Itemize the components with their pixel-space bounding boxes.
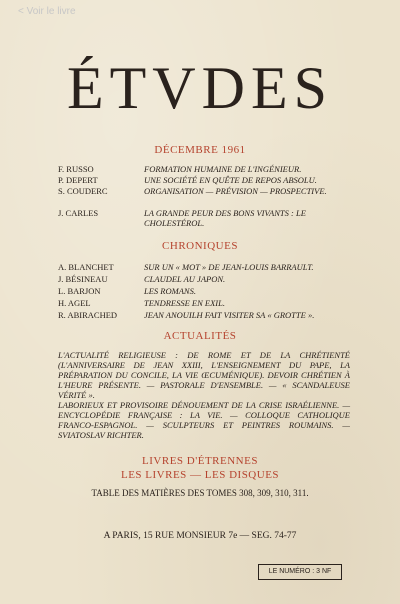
chronique-author: L. BARJON [58,286,101,296]
article-topic: ORGANISATION — PRÉVISION — PROSPECTIVE. [144,186,327,196]
chronique-topic: SUR UN « MOT » DE JEAN-LOUIS BARRAULT. [144,262,314,272]
article-topic: UNE SOCIÉTÉ EN QUÊTE DE REPOS ABSOLU. [144,175,317,185]
chronique-topic: LES ROMANS. [144,286,196,296]
journal-title: ÉTVDES [67,55,333,121]
publisher-address: A PARIS, 15 RUE MONSIEUR 7e — SEG. 74-77 [103,531,297,541]
chronique-topic: JEAN ANOUILH FAIT VISITER SA « GROTTE ». [144,310,315,320]
chronique-author: A. BLANCHET [58,262,114,272]
actualites-heading: ACTUALITÉS [163,330,237,342]
livres-disques-heading: LES LIVRES — LES DISQUES [120,469,280,481]
actualites-paragraph: L'ACTUALITÉ RELIGIEUSE : DE ROME ET DE LA CHRÉTIENTÉ (L'ANNIVERSAIRE DE JEAN XXIII, L'ENSEIGNEMENT DU PAPE, LA PRÉPARATION DU CONCILE, LA VIE ŒCUMÉNIQUE). DEVOIR CHRÉTIEN À L'HEURE PRÉSENTE. — PASTORALE D'ENSEMBLE. — « SCANDALEUSE VÉRITÉ ». [58,350,350,400]
table-of-contents-note: TABLE DES MATIÈRES DES TOMES 308, 309, 310, 311. [91,488,309,498]
article-topic: FORMATION HUMAINE DE L'INGÉNIEUR. [144,164,302,174]
article-topic: LA GRANDE PEUR DES BONS VIVANTS : LE CHOLESTÉROL. [144,208,306,228]
actualites-paragraph: LABORIEUX ET PROVISOIRE DÉNOUEMENT DE LA CRISE ISRAÉLIENNE. — ENCYCLOPÉDIE FRANÇAISE : LA VIE. — COLLOQUE CATHOLIQUE FRANCO-ESPAGNOL. — SCULPTEURS ET PEINTRES ROUMAINS. — SVIATOSLAV RICHTER. [58,400,350,440]
chronique-topic: CLAUDEL AU JAPON. [144,274,226,284]
chronique-author: J. BÉSINEAU [58,274,108,284]
price-box: LE NUMÉRO : 3 NF [258,564,342,580]
chronique-author: H. AGEL [58,298,91,308]
article-author: S. COUDERC [58,186,108,196]
chroniques-heading: CHRONIQUES [162,240,238,252]
chronique-topic: TENDRESSE EN EXIL. [144,298,225,308]
chronique-author: R. ABIRACHED [58,310,118,320]
back-link[interactable]: < Voir le livre [18,6,76,17]
livres-etrennes-heading: LIVRES D'ÉTRENNES [142,455,258,467]
article-author: F. RUSSO [58,164,94,174]
issue-date: DÉCEMBRE 1961 [154,144,246,156]
article-author: P. DEPERT [58,175,98,185]
article-author: J. CARLES [58,208,99,218]
